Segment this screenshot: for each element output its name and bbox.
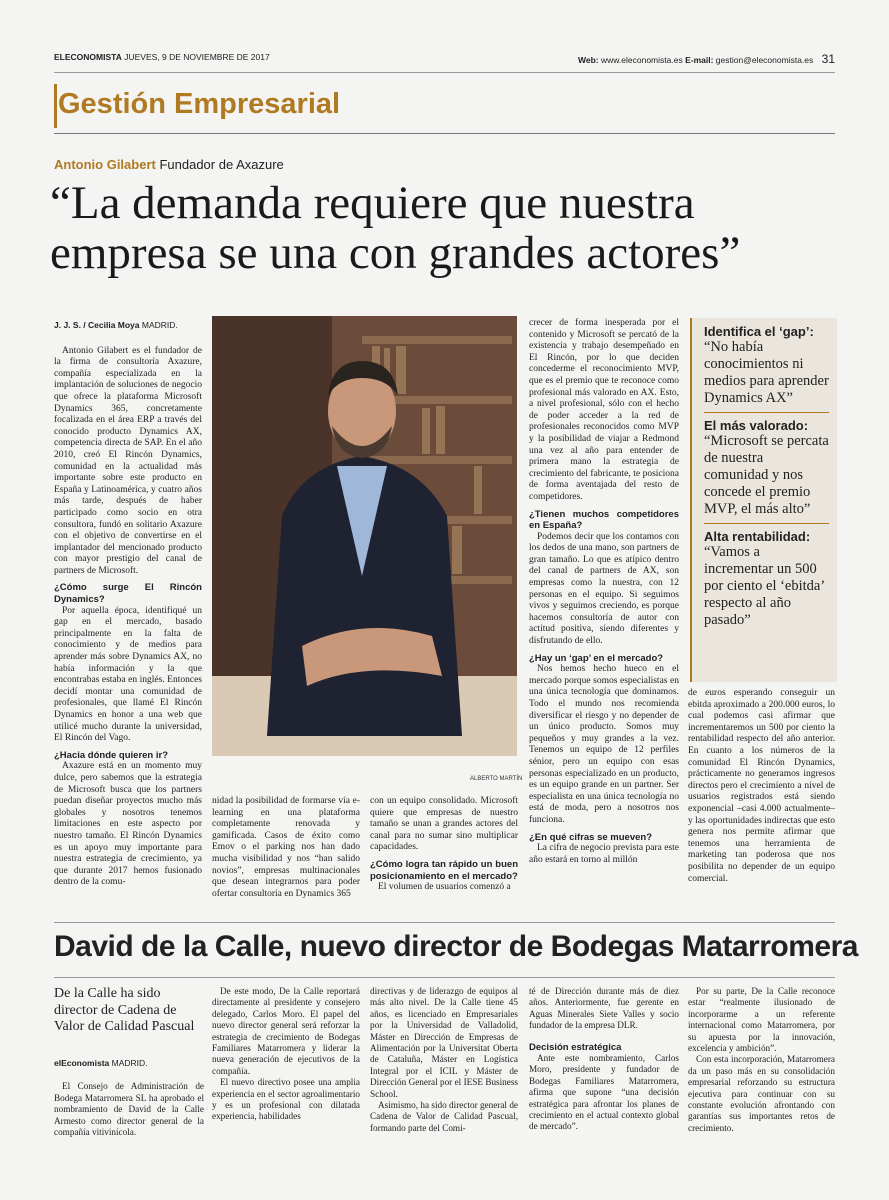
news-rule bbox=[54, 977, 835, 978]
question-5: ¿Hay un ‘gap’ en el mercado? bbox=[529, 652, 664, 664]
news-headline: David de la Calle, nuevo director de Bodegas Matarromera bbox=[54, 930, 858, 963]
news-paragraph-7: Ante este nombramiento, Carlos Moro, presidente y fundador de Bodegas Familiares Matarromera, afirma que supone “una decisión estratégica para afrontar los planes de crecimiento en el actual contexto global de mercado”. bbox=[529, 1053, 679, 1132]
question-1: ¿Cómo surge El Rincón Dynamics? bbox=[54, 582, 202, 606]
masthead bbox=[54, 52, 835, 70]
section-accent-bar bbox=[54, 84, 57, 128]
section-rule bbox=[54, 133, 835, 134]
highlight-3-heading: Alta rentabilidad: bbox=[704, 529, 811, 544]
interviewee-name: Antonio Gilabert bbox=[54, 157, 156, 172]
news-paragraph-3: El nuevo directivo posee una amplia experiencia en el sector agroalimentario y es un profesional con dilatada experiencia, habilidades bbox=[212, 1077, 360, 1122]
headline-line-2: empresa se una con grandes actores” bbox=[50, 227, 741, 279]
news-column-1 bbox=[54, 1058, 204, 1138]
news-paragraph-1: El Consejo de Administración de Bodega Matarromera SL ha aprobado el nombramiento de David de la Calle Armesto como director general de la compañía vitivinícola. bbox=[54, 1081, 204, 1138]
highlight-2-quote: “Microsoft se percata de nuestra comunidad y nos concede el premio MVP, el más alto” bbox=[704, 433, 829, 517]
answer-1: Por aquella época, identifiqué un gap en el mercado, basado principalmente en la falta de conocimiento y de medios para aprender más sobre Dynamics AX, no había información y la que encontrabas estaba en inglés. Entonces decidí montar una comunidad de profesionales, que llamé El Rincón Dynamics en honor a una web que utilicé mucho durante la universidad, El Rincón del Vago. bbox=[54, 605, 202, 744]
column-3-paragraph: crecer de forma inesperada por el contenido y Microsoft se percató de la existencia y trabajo desempeñado en El Rincón, por lo que deciden concederme el reconocimiento MVP, que es el premio que te reconoce como profesional más valorado en AX. Esto, a nivel profesional, sólo con el hecho de poder acceder a la red de profesionales reconocidos como MVP y la posibilidad de viajar a Redmond una vez al año para entender de primera mano la estrategia de crecimiento del fabricante, te posiciona de forma aventajada del resto de competidores. bbox=[529, 318, 679, 502]
highlight-3-quote: “Vamos a incrementar un 500 por ciento el ‘ebitda’ respecto al año pasado” bbox=[704, 544, 825, 628]
question-4: ¿Tienen muchos competidores en España? bbox=[529, 508, 679, 532]
news-column-4 bbox=[529, 986, 679, 1133]
highlight-2-heading: El más valorado: bbox=[704, 418, 809, 433]
news-paragraph-6: té de Dirección durante más de diez años. Anteriormente, fue gerente en Aguas Minerales Siete Valles y socio fundador de la empresa DLR. bbox=[529, 986, 679, 1031]
photo-credit: ALBERTO MARTÍN bbox=[470, 776, 523, 782]
news-subheading: Decisión estratégica bbox=[529, 1041, 622, 1053]
interview-column-1 bbox=[54, 320, 202, 889]
masthead-contact bbox=[578, 52, 835, 66]
news-column-2 bbox=[212, 986, 360, 1123]
web-link[interactable]: www.eleconomista.es bbox=[600, 55, 683, 65]
answer-6: La cifra de negocio prevista para este año estará en torno al millón bbox=[529, 843, 679, 865]
question-3: ¿Cómo logra tan rápido un buen posicionamiento en el mercado? bbox=[370, 858, 518, 882]
highlight-divider bbox=[704, 412, 829, 413]
news-paragraph-5: Asimismo, ha sido director general de Cadena de Valor de Calidad Pascual, formando parte del Comi- bbox=[370, 1100, 518, 1133]
highlight-divider bbox=[704, 523, 829, 524]
byline-authors: J. J. S. / Cecilia Moya bbox=[54, 320, 140, 330]
publication-name: ELECONOMISTA bbox=[54, 52, 122, 62]
answer-2: Axazure está en un momento muy dulce, pero sabemos que la estrategia de Microsoft busca que los partners puedan diseñar proyectos mucho más globales y nosotros tenemos limitaciones en este aspecto por nuestro tamaño. El Rincón Dynamics es un apoyo muy importante para nuestra estrategia de crecimiento, ya que durante 2017 hemos fusionado dentro de la comu- bbox=[54, 761, 202, 888]
news-byline bbox=[54, 1058, 204, 1069]
news-paragraph-8: Por su parte, De la Calle reconoce estar “realmente ilusionado de incorporarme a un referente internacional como Matarromera, por su apuesta por la innovación, excelencia y ambición”. bbox=[688, 986, 835, 1054]
highlight-1-heading: Identifica el ‘gap’: bbox=[704, 324, 814, 339]
interview-column-2b bbox=[370, 796, 518, 894]
section-title: Gestión Empresarial bbox=[58, 88, 341, 120]
interview-column-4 bbox=[688, 688, 835, 885]
question-6: ¿En qué cifras se mueven? bbox=[529, 831, 653, 843]
highlight-2 bbox=[704, 418, 829, 518]
highlight-3 bbox=[704, 529, 829, 629]
news-column-5 bbox=[688, 986, 835, 1134]
news-paragraph-9: Con esta incorporación, Matarromera da un paso más en su consolidación empresarial reforzando su estructura ejecutiva para continuar con su constante evolución afrontando con garantías sus importantes retos de crecimiento. bbox=[688, 1054, 835, 1133]
news-subhead: De la Calle ha sido director de Cadena de Valor de Calidad Pascual bbox=[54, 986, 195, 1034]
interviewee-role: Fundador de Axazure bbox=[159, 157, 284, 172]
news-paragraph-4: directivas y de liderazgo de equipos al más alto nivel. De la Calle tiene 45 años, es licenciado en Empresariales por la Universidad de Valladolid, Máster en Dirección de Empresas de Alimentación por la Universitat Oberta de Cataluña, Máster en Logística Integral por el ICIL y Máster de Dirección General por el IESE Business School. bbox=[370, 986, 518, 1099]
highlight-1-quote: “No había conocimientos ni medios para aprender Dynamics AX” bbox=[704, 339, 829, 406]
interview-byline bbox=[54, 320, 202, 332]
news-byline-place: MADRID. bbox=[111, 1058, 148, 1068]
interview-headline bbox=[50, 178, 840, 278]
news-paragraph-2: De este modo, De la Calle reportará directamente al presidente y consejero delegado, Carlos Moro. El papel del nuevo director general será reforzar la estrategia de crecimiento de Bodegas Familiares Matarromera y liderar la nueva generación de ejecutivos de la compañía. bbox=[212, 986, 360, 1076]
highlights-sidebar bbox=[690, 318, 837, 682]
highlight-1 bbox=[704, 324, 829, 407]
interviewee bbox=[54, 157, 284, 172]
headline-line-1: “La demanda requiere que nuestra bbox=[50, 177, 695, 229]
interview-column-3 bbox=[529, 318, 679, 866]
email-link[interactable]: gestion@eleconomista.es bbox=[715, 55, 814, 65]
article-separator bbox=[54, 922, 835, 923]
intro-paragraph: Antonio Gilabert es el fundador de la firma de consultoría Axazure, compañía especializada en la implantación de soluciones de negocio que ofrece la plataforma Microsoft Dynamics 365, concretamente focalizada en el área ERP a través del conocido producto Dynamics AX, competencia directa de SAP. En el año 2010, creó El Rincón Dynamics, comunidad en la actualidad más importante sobre este producto en España y Latinoamérica, y cuatro años más tarde, después de haber participado como socio en otra consultora, fundó en solitario Axazure con el objetivo de convertirse en el implantador del mencionado producto con mayor prestigio del canal de partners de Microsoft. bbox=[54, 345, 202, 576]
web-label: Web: bbox=[577, 55, 599, 65]
column-4-paragraph: de euros esperando conseguir un ebitda aproximado a 200.000 euros, lo cual podemos casi afirmar que incrementaremos un 500 por ciento la rentabilidad respecto del año anterior. En cuanto a los números de la comunidad El Rincón Dynamics, prácticamente no generamos ingresos directos pero el crecimiento a nivel de usuarios registrados está siendo exponencial –casi 4.000 actualmente– y las oportunidades indirectas que esto genera nos permite afirmar que tenemos una herramienta de marketing tan poderosa que nos posibilita no depender de un equipo comercial. bbox=[688, 688, 835, 884]
top-rule bbox=[54, 72, 835, 73]
answer-5: Nos hemos hecho hueco en el mercado porque somos especialistas en una única tecnología que dominamos. Todo el mundo nos recomienda diversificar el riesgo y no depender de un único producto. Somos muy pequeños y muy grandes a la vez. Tenemos un equipo de 12 perfiles sénior, pero un equipo con esas personas especializado en un producto, es un equipo grande en un partner. Ser especialista en una única tecnología no está de moda, pero a nosotros nos funciona. bbox=[529, 664, 679, 825]
answer-3: El volumen de usuarios comenzó a bbox=[378, 882, 511, 893]
issue-date: JUEVES, 9 DE NOVIEMBRE DE 2017 bbox=[124, 52, 270, 62]
email-label: E-mail: bbox=[685, 55, 714, 65]
page-number: 31 bbox=[821, 52, 835, 66]
question-2: ¿Hacia dónde quieren ir? bbox=[54, 749, 169, 761]
byline-place: MADRID. bbox=[141, 320, 178, 330]
news-byline-source: elEconomista bbox=[54, 1058, 110, 1068]
portrait-illustration bbox=[212, 316, 517, 756]
column-2b-paragraph: con un equipo consolidado. Microsoft quiere que empresas de nuestro tamaño se unan a grandes actores del canal para no sumar sino multiplicar capacidades. bbox=[370, 796, 518, 853]
column-2-paragraph: nidad la posibilidad de formarse vía e-learning en una plataforma completamente renovada y gamificada. Casos de éxito como Emov o el parking nos han dado mucha visibilidad y nos “han salido novios”, empresas multinacionales que desean integrarnos para poder ofertar consultoría en Dynamics 365 bbox=[212, 796, 360, 899]
interview-column-2 bbox=[212, 796, 360, 900]
interviewee-photo bbox=[212, 316, 517, 756]
answer-4: Podemos decir que los contamos con los dedos de una mano, son partners de gran tamaño. Lo que es atípico dentro del canal de partners de AX, son empresas como la nuestra, con 12 personas en el equipo. Si seguimos vivos y seguimos creciendo, es porque hacemos consultoría de autor con actitud positiva, siendo diferentes y disfrutando de ello. bbox=[529, 531, 679, 647]
news-column-3 bbox=[370, 986, 518, 1134]
